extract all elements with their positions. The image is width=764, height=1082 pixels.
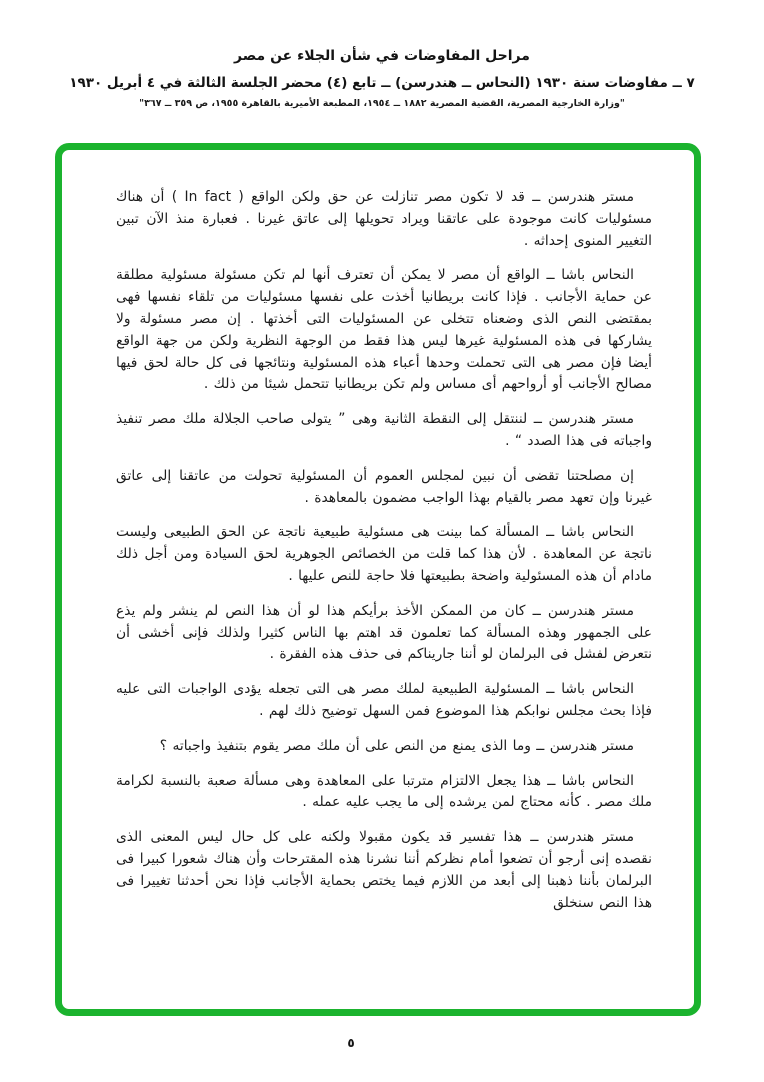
- paragraph: النحاس باشا ــ المسألة كما بينت هى مسئولية طبيعية ناتجة عن الحق الطبيعى وليست ناتجة عن المعاهدة . لأن هذا كما قلت من الخصائص الجوهرية لحق السيادة ومن أجل ذلك مادام أن هذه المسئولية واضحة بطبيعتها فلا حاجة للنص عليها .: [116, 524, 652, 584]
- paragraph: النحاس باشا ــ الواقع أن مصر لا يمكن أن تعترف أنها لم تكن مسئولة مسئولية مطلقة عن حماية الأجانب . فإذا كانت بريطانيا أخذت على نفسها مسئوليات من تلقاء نفسها فهى بمقتضى النص الذى وضعناه تتخلى عن المسئوليات التى أخذتها . إن مصر مسئولة ولا يشاركها فى هذه المسئولية غيرها ليس هذا فقط من الوجهة النظرية ولكن من جهة الواقع أيضا فإن مصر هى التى تحملت وحدها أعباء هذه المسئولية ونتائجها فى كل حالة لحق فيها مصالح الأجانب أو أرواحهم أى مساس ولم تكن بريطانيا تتحمل شيئا من ذلك .: [116, 267, 652, 393]
- paragraph: النحاس باشا ــ المسئولية الطبيعية لملك مصر هى التى تجعله يؤدى الواجبات التى عليه فإذا بحث مجلس نوابكم هذا الموضوع فمن السهل توضيح ذلك لهم .: [116, 681, 652, 719]
- paragraph: مستر هندرسن ــ قد لا تكون مصر تنازلت عن حق ولكن الواقع ( In fact ) أن هناك مسئوليات كانت موجودة على عاتقنا ويراد تحويلها إلى عاتق غيرنا . فعبارة منذ الآن تبين التغيير المنوى إحداثه .: [116, 189, 652, 249]
- paragraph: مستر هندرسن ــ وما الذى يمنع من النص على أن ملك مصر يقوم بتنفيذ واجباته ؟: [159, 737, 634, 754]
- paragraph: إن مصلحتنا تقضى أن نبين لمجلس العموم أن المسئولية تحولت من عاتقنا إلى عاتق غيرنا وإن تعهد مصر بالقيام بهذا الواجب مضمون بالمعاهدة .: [116, 467, 652, 506]
- paragraph: مستر هندرسن ــ هذا تفسير قد يكون مقبولا ولكنه على كل حال ليس المعنى الذى نقصده إنى أرجو أن تضعوا أمام نظركم أننا نشرنا هذه المقترحات وأن هناك شعورا كبيرا فى البرلمان بأننا ذهبنا إلى أبعد من اللازم فيما يختص بحماية الأجانب فإذا نحن أحدثنا تغييرا فى هذا النص سنخلق: [116, 829, 652, 911]
- source-citation: "وزارة الخارجية المصرية، القضية المصرية ١٨٨٢ ــ ١٩٥٤، المطبعة الأميرية بالقاهرة ١٩٥٥، ص ٣٥٩ ــ ٣٦٧": [139, 98, 625, 109]
- page-number: ٥: [347, 1036, 355, 1050]
- paragraph: النحاس باشا ــ هذا يجعل الالتزام مترتبا على المعاهدة وهى مسألة صعبة بالنسبة لكرامة ملك مصر . كأنه محتاج لمن يرشده إلى ما يجب عليه عمله .: [116, 772, 652, 811]
- paragraph: مستر هندرسن ــ كان من الممكن الأخذ برأيكم هذا لو أن هذا النص لم ينشر ولم يذع على الجمهور وهذه المسألة كما تعلمون قد اهتم بها الناس كثيرا ولذلك فإنى أخشى أن نتعرض لفشل فى البرلمان لو أننا جاريناكم فى حذف هذه الفقرة .: [116, 602, 652, 663]
- document-header: [0, 48, 764, 109]
- document-subtitle: ٧ ــ مفاوضات سنة ١٩٣٠ (النحاس ــ هندرسن) ــ تابع (٤) محضر الجلسة الثالثة في ٤ أبريل ١٩٣٠: [69, 75, 695, 91]
- page-title: مراحل المفاوضات في شأن الجلاء عن مصر: [234, 48, 530, 64]
- paragraph: مستر هندرسن ــ لننتقل إلى النقطة الثانية وهى ” يتولى صاحب الجلالة ملك مصر تنفيذ واجباته فى هذا الصدد “ .: [116, 411, 652, 449]
- document-body: [62, 150, 694, 1009]
